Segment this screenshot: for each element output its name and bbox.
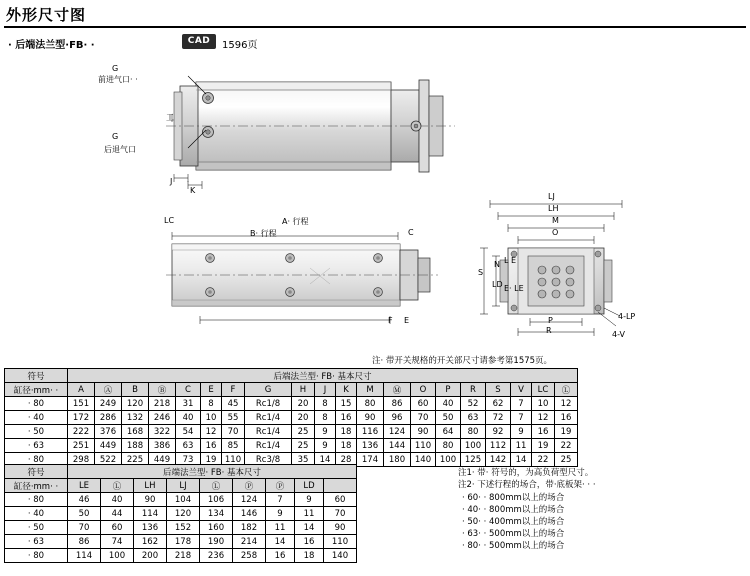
table1-col-V: V — [511, 383, 532, 397]
table1-col-F: F — [222, 383, 245, 397]
cell: 16 — [555, 411, 578, 425]
cell: 110 — [222, 453, 245, 467]
cell: 236 — [200, 549, 233, 563]
label-4lp: 4-LP — [618, 312, 636, 321]
cell: 140 — [411, 453, 436, 467]
table2-bore-4: · 80 — [5, 549, 68, 563]
cad-badge: CAD — [182, 34, 216, 49]
table1-col-H: H — [292, 383, 315, 397]
cell: 55 — [222, 411, 245, 425]
label-b-stroke: B· 行程 — [250, 229, 277, 238]
cell: 25 — [292, 439, 315, 453]
cell: 64 — [436, 425, 461, 439]
table2-symbol-label: 符号 — [5, 465, 68, 479]
cell: 73 — [176, 453, 201, 467]
cell: 35 — [292, 453, 315, 467]
cell: 20 — [292, 397, 315, 411]
label-g-bottom: G — [112, 132, 119, 141]
cell: 92 — [486, 425, 511, 439]
cell: 90 — [324, 521, 357, 535]
cell: 60 — [411, 397, 436, 411]
cell: 162 — [134, 535, 167, 549]
label-ld: LD — [492, 280, 503, 289]
cell: 178 — [167, 535, 200, 549]
label-g-top: G — [112, 64, 119, 73]
cell: 125 — [461, 453, 486, 467]
cell: 40 — [436, 397, 461, 411]
cell: 249 — [95, 397, 122, 411]
cell: 25 — [555, 453, 578, 467]
cell: 15 — [336, 397, 357, 411]
table1-bore-4: · 80 — [5, 453, 68, 467]
cell: 188 — [122, 439, 149, 453]
table-row — [5, 493, 357, 507]
cell: 7 — [511, 411, 532, 425]
cell: 31 — [176, 397, 201, 411]
cell: 160 — [200, 521, 233, 535]
cell: 16 — [266, 549, 295, 563]
label-i: 工 — [166, 113, 174, 122]
page-title: 外形尺寸图 — [6, 6, 87, 24]
table2-col-LD — [324, 479, 357, 493]
table1-col-O: O — [411, 383, 436, 397]
cell: 104 — [167, 493, 200, 507]
cell: 19 — [532, 439, 555, 453]
cell: 86 — [384, 397, 411, 411]
cell: 14 — [266, 535, 295, 549]
cell: 45 — [222, 397, 245, 411]
cell: 10 — [532, 397, 555, 411]
cell: 96 — [384, 411, 411, 425]
cell: 120 — [167, 507, 200, 521]
label-s: S — [478, 268, 484, 277]
cell: 134 — [200, 507, 233, 521]
table1-col-P: P — [436, 383, 461, 397]
side-view-drawing — [160, 228, 450, 328]
cell: 70 — [411, 411, 436, 425]
cell: 16 — [532, 425, 555, 439]
table2-bore-label: 缸径·mm· · — [5, 479, 68, 493]
cell: 168 — [122, 425, 149, 439]
cell: 9 — [315, 439, 336, 453]
table2-col-LJc: Ⓟ — [233, 479, 266, 493]
cell: 40 — [176, 411, 201, 425]
cell: 63 — [461, 411, 486, 425]
cell: 9 — [315, 425, 336, 439]
label-f: F — [388, 316, 393, 325]
table-row — [5, 439, 578, 453]
cell: 50 — [436, 411, 461, 425]
table2-bore-3: · 63 — [5, 535, 68, 549]
label-n: N — [494, 260, 500, 269]
table2-col-LH: LH — [134, 479, 167, 493]
label-le: L E — [504, 256, 517, 265]
cad-page-reference: 1596页 — [222, 40, 258, 51]
table1-symbol-label: 符号 — [5, 369, 68, 383]
label-lc: LC — [164, 216, 175, 225]
cell: 16 — [201, 439, 222, 453]
cell: 8 — [315, 411, 336, 425]
cell: 225 — [122, 453, 149, 467]
cell: 152 — [167, 521, 200, 535]
cell: 19 — [555, 425, 578, 439]
table1-main-title: 后端法兰型· FB· 基本尺寸 — [68, 369, 578, 383]
cell: 522 — [95, 453, 122, 467]
table2-col-LHc: Ⓛ — [200, 479, 233, 493]
list-item: · 40· · 800mm以上的场合 — [462, 505, 565, 515]
table1-col-A: A — [68, 383, 95, 397]
label-p: P — [548, 316, 553, 325]
cell: 18 — [336, 439, 357, 453]
table1-bore-label: 缸径·mm· · — [5, 383, 68, 397]
cell: 54 — [176, 425, 201, 439]
label-o: O — [552, 228, 559, 237]
list-item: · 80· · 500mm以上的场合 — [462, 541, 565, 551]
cell: 110 — [324, 535, 357, 549]
cell: Rc3/8 — [245, 453, 292, 467]
table2-main-title: 后端法兰型· FB· 基本尺寸 — [68, 465, 357, 479]
cell: 86 — [68, 535, 101, 549]
cell: 246 — [149, 411, 176, 425]
table1-col-Bc: Ⓑ — [149, 383, 176, 397]
cell: 100 — [436, 453, 461, 467]
cell: 376 — [95, 425, 122, 439]
cell: 114 — [68, 549, 101, 563]
title-divider — [4, 26, 746, 28]
cell: 106 — [200, 493, 233, 507]
cell: 90 — [134, 493, 167, 507]
table2-col-LE: LE — [68, 479, 101, 493]
cell: 12 — [555, 397, 578, 411]
cell: 144 — [384, 439, 411, 453]
label-lj: LJ — [548, 192, 555, 201]
cell: 322 — [149, 425, 176, 439]
cell: 132 — [122, 411, 149, 425]
cell: 63 — [176, 439, 201, 453]
cell: 100 — [461, 439, 486, 453]
table1-col-B: B — [122, 383, 149, 397]
label-r: R — [546, 326, 552, 335]
note-2: 注2· 下述行程的场合，带·底板架· · · — [458, 480, 596, 490]
cell: 18 — [336, 425, 357, 439]
label-j: J — [170, 177, 173, 186]
cell: 44 — [101, 507, 134, 521]
section-subtitle: · 后端法兰型·FB· · — [8, 40, 95, 51]
cell: 10 — [201, 411, 222, 425]
table-row — [5, 535, 357, 549]
table1-bore-1: · 40 — [5, 411, 68, 425]
cell: 16 — [336, 411, 357, 425]
table1-col-J: J — [315, 383, 336, 397]
cell: 16 — [295, 535, 324, 549]
cell: 85 — [222, 439, 245, 453]
cell: 298 — [68, 453, 95, 467]
cell: 70 — [222, 425, 245, 439]
label-c: C — [408, 228, 414, 237]
label-k: K — [190, 186, 196, 195]
cell: 12 — [201, 425, 222, 439]
table2-header-row-2 — [5, 479, 357, 493]
cell: 62 — [486, 397, 511, 411]
cell: 120 — [122, 397, 149, 411]
table2-col-LP: Ⓟ — [266, 479, 295, 493]
table1-bore-2: · 50 — [5, 425, 68, 439]
table1-col-K: K — [336, 383, 357, 397]
table2-col-LJ: LJ — [167, 479, 200, 493]
cell: 218 — [167, 549, 200, 563]
cell: 70 — [324, 507, 357, 521]
dimension-table-1 — [4, 368, 578, 467]
cell: 7 — [511, 397, 532, 411]
cell: Rc1/4 — [245, 439, 292, 453]
cell: 70 — [68, 521, 101, 535]
table1-header-row-2 — [5, 383, 578, 397]
table1-col-E: E — [201, 383, 222, 397]
table1-col-R: R — [461, 383, 486, 397]
cell: 52 — [461, 397, 486, 411]
cell: 214 — [233, 535, 266, 549]
cell: 251 — [68, 439, 95, 453]
cell: 11 — [266, 521, 295, 535]
table-row — [5, 411, 578, 425]
table2-col-LPc: LD — [295, 479, 324, 493]
cell: 9 — [266, 507, 295, 521]
cell: 258 — [233, 549, 266, 563]
table1-col-Mc: Ⓜ — [384, 383, 411, 397]
label-e: E — [404, 316, 410, 325]
cell: 182 — [233, 521, 266, 535]
table1-col-G: G — [245, 383, 292, 397]
cell: 386 — [149, 439, 176, 453]
cell: 9 — [511, 425, 532, 439]
cell: 136 — [357, 439, 384, 453]
cell: 80 — [357, 397, 384, 411]
cell: 124 — [233, 493, 266, 507]
table-row — [5, 425, 578, 439]
cell: 40 — [101, 493, 134, 507]
cell: 20 — [292, 411, 315, 425]
cell: Rc1/4 — [245, 425, 292, 439]
table-row — [5, 521, 357, 535]
table2-col-LEc: Ⓛ — [101, 479, 134, 493]
table1-header-row-1 — [5, 369, 578, 383]
cell: 110 — [411, 439, 436, 453]
top-assembly-drawing — [110, 56, 460, 191]
table1-bore-0: · 80 — [5, 397, 68, 411]
cell: 190 — [200, 535, 233, 549]
cell: 11 — [295, 507, 324, 521]
table-row — [5, 549, 357, 563]
cell: 72 — [486, 411, 511, 425]
table-row — [5, 507, 357, 521]
cell: 46 — [68, 493, 101, 507]
label-4v: 4-V — [612, 330, 625, 339]
cell: 18 — [295, 549, 324, 563]
label-a-stroke: A· 行程 — [282, 217, 309, 226]
table2-bore-1: · 40 — [5, 507, 68, 521]
cell: 222 — [68, 425, 95, 439]
cell: Rc1/8 — [245, 397, 292, 411]
cell: 151 — [68, 397, 95, 411]
cell: 112 — [486, 439, 511, 453]
label-intake-port: 前进气口· · — [98, 75, 138, 84]
cell: 14 — [315, 453, 336, 467]
table2-header-row-1 — [5, 465, 357, 479]
cell: 7 — [266, 493, 295, 507]
cell: Rc1/4 — [245, 411, 292, 425]
cell: 9 — [295, 493, 324, 507]
table1-col-Lc: Ⓛ — [555, 383, 578, 397]
table1-col-LC: LC — [532, 383, 555, 397]
table1-col-S: S — [486, 383, 511, 397]
cell: 60 — [324, 493, 357, 507]
list-item: · 63· · 500mm以上的场合 — [462, 529, 565, 539]
cell: 80 — [461, 425, 486, 439]
cell: 200 — [134, 549, 167, 563]
table2-bore-2: · 50 — [5, 521, 68, 535]
cell: 136 — [134, 521, 167, 535]
list-item: · 60· · 800mm以上的场合 — [462, 493, 565, 503]
cell: 116 — [357, 425, 384, 439]
cell: 28 — [336, 453, 357, 467]
cell: 124 — [384, 425, 411, 439]
table2-bore-0: · 80 — [5, 493, 68, 507]
cell: 12 — [532, 411, 555, 425]
cell: 22 — [532, 453, 555, 467]
cell: 140 — [324, 549, 357, 563]
cell: 14 — [295, 521, 324, 535]
cell: 172 — [68, 411, 95, 425]
cell: 19 — [201, 453, 222, 467]
switch-dimension-note: 注· 带开关规格的开关部尺寸请参考第1575页。 — [372, 356, 553, 366]
cell: 8 — [201, 397, 222, 411]
cell: 180 — [384, 453, 411, 467]
table-row — [5, 397, 578, 411]
cell: 74 — [101, 535, 134, 549]
list-item: · 50· · 400mm以上的场合 — [462, 517, 565, 527]
cell: 11 — [511, 439, 532, 453]
label-m: M — [552, 216, 559, 225]
cell: 25 — [292, 425, 315, 439]
label-le2: E· LE — [504, 284, 524, 293]
cell: 174 — [357, 453, 384, 467]
cell: 218 — [149, 397, 176, 411]
label-return-port: 后退气口 — [104, 145, 136, 154]
table1-col-C: C — [176, 383, 201, 397]
cell: 80 — [436, 439, 461, 453]
table1-bore-3: · 63 — [5, 439, 68, 453]
table1-col-M: M — [357, 383, 384, 397]
cell: 449 — [95, 439, 122, 453]
label-lh: LH — [548, 204, 559, 213]
cell: 14 — [511, 453, 532, 467]
cell: 90 — [357, 411, 384, 425]
table1-col-Ac: Ⓐ — [95, 383, 122, 397]
cell: 449 — [149, 453, 176, 467]
cell: 286 — [95, 411, 122, 425]
cell: 60 — [101, 521, 134, 535]
cell: 8 — [315, 397, 336, 411]
dimension-table-2 — [4, 464, 357, 563]
cell: 114 — [134, 507, 167, 521]
cell: 142 — [486, 453, 511, 467]
note-condition-list — [462, 492, 564, 552]
cell: 50 — [68, 507, 101, 521]
note-1: 注1· 带· 符号的，为高负荷型尺寸。 — [458, 468, 594, 478]
cell: 146 — [233, 507, 266, 521]
cell: 22 — [555, 439, 578, 453]
cell: 90 — [411, 425, 436, 439]
cell: 100 — [101, 549, 134, 563]
